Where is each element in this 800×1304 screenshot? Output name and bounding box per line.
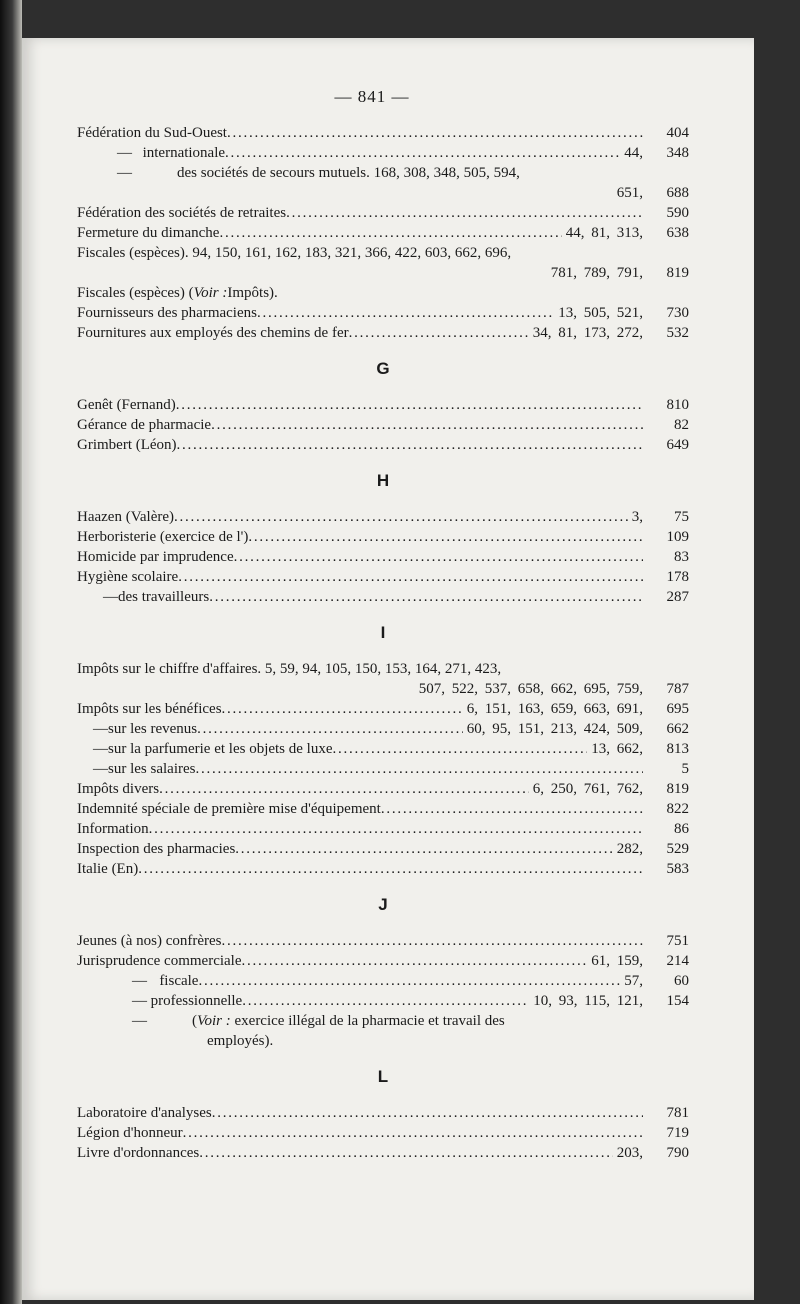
index-entry [77,395,689,415]
final-page-ref: 730 [666,305,689,321]
entry-term: Fermeture du dimanche [77,225,220,241]
dot-leader [195,759,643,779]
page-refs: 44, 81, 313, [565,225,643,241]
final-page-ref: 790 [666,1145,689,1161]
index-entry [77,223,689,243]
page-refs: 781, 789, 791, [550,265,643,281]
entry-term: Herboristerie (exercice de l') [77,529,249,545]
page-refs: 44, [624,145,643,161]
final-page-ref: 60 [674,973,689,989]
index-entry [77,507,689,527]
index-entry [77,567,689,587]
final-page-ref: 695 [666,701,689,717]
dot-leader [159,779,529,799]
entry-term: Gérance de pharmacie [77,417,212,433]
entry-term: Inspection des pharmacies [77,841,236,857]
index-entry [77,303,689,323]
index-entry [77,263,689,283]
ditto-dash: — [93,741,108,757]
entry-term: sur les salaires [108,761,196,777]
dot-leader [198,971,620,991]
final-page-ref: 583 [666,861,689,877]
section-letter: L [377,1067,389,1086]
page-refs: 57, [624,973,643,989]
index-entry [77,679,689,699]
index-entry [77,435,689,455]
entry-term: Fournisseurs des pharmaciens [77,305,257,321]
entry-term: Genêt (Fernand) [77,397,176,413]
final-page-ref: 649 [666,437,689,453]
dot-leader [197,719,463,739]
index-entry [77,859,689,879]
entry-term: professionnelle [150,993,243,1009]
note-line: exercice illégal de la pharmacie et travail des [230,1013,505,1029]
entry-term: fiscale [159,973,199,989]
final-page-ref: 404 [666,125,689,141]
dot-leader [176,395,643,415]
dot-leader [183,1123,643,1143]
final-page-ref: 348 [666,145,689,161]
page-refs: 61, 159, [591,953,643,969]
section-letter: I [380,623,386,642]
index-entry [77,243,689,263]
dot-leader [349,323,529,343]
scan-binding-edge [0,0,22,1304]
entry-term: Information [77,821,149,837]
section-letter: J [378,895,388,914]
dot-leader [178,567,643,587]
section-letter: H [376,471,390,490]
dot-leader [225,143,620,163]
final-page-ref: 662 [666,721,689,737]
entry-term: sur la parfumerie et les objets de luxe [108,741,333,757]
entry-term: Impôts divers [77,781,160,797]
dot-leader [333,739,588,759]
ditto-dash: — [132,1013,147,1029]
dot-leader [381,799,643,819]
final-page-ref: 82 [674,417,689,433]
index-entry [77,163,689,183]
ditto-dash: — [117,165,132,181]
dot-leader [222,931,643,951]
dot-leader [242,951,588,971]
index-entry [77,183,689,203]
entry-term: des travailleurs [118,589,210,605]
page-refs: 6, 151, 163, 659, 663, 691, [466,701,643,717]
entry-term: Jeunes (à nos) confrères [77,933,222,949]
final-page-ref: 83 [674,549,689,565]
index-entry [77,415,689,435]
final-page-ref: 819 [666,781,689,797]
see-also-note: — (Voir : exercice illégal de la pharmacie et travail des employés). [77,1011,689,1051]
dot-leader [227,123,643,143]
dot-leader [219,223,561,243]
final-page-ref: 751 [666,933,689,949]
entry-term: internationale [142,145,226,161]
entry-term: Laboratoire d'analyses [77,1105,212,1121]
index-entry [77,839,689,859]
entry-term: Haazen (Valère) [77,509,175,525]
index-entry [77,931,689,951]
ditto-dash: — [103,589,118,605]
index-entry [77,283,689,303]
index-page [22,38,754,1300]
index-entry [77,799,689,819]
page-refs: 60, 95, 151, 213, 424, 509, [466,721,643,737]
page-refs: 13, 505, 521, [558,305,643,321]
index-entry [77,951,689,971]
final-page-ref: 787 [666,681,689,697]
final-page-ref: 109 [666,529,689,545]
note-line: employés). [207,1033,274,1049]
index-entry [77,971,689,991]
index-entry [77,203,689,223]
entry-term: Fédération du Sud-Ouest [77,125,227,141]
index-entry [77,779,689,799]
final-page-ref: 75 [674,509,689,525]
ditto-dash: — [93,721,108,737]
dot-leader [174,507,628,527]
index-entry [77,759,689,779]
final-page-ref: 781 [666,1105,689,1121]
entry-term: Impôts sur les bénéfices [77,701,222,717]
final-page-ref: 813 [666,741,689,757]
page-refs: 507, 522, 537, 658, 662, 695, 759, [418,681,643,697]
ditto-dash: — [117,145,132,161]
index-entry [77,143,689,163]
dot-leader [211,415,643,435]
entry-term: Fiscales (espèces). 94, 150, 161, 162, 183, 321, 366, 422, 603, 662, 696, [77,245,512,261]
final-page-ref: 719 [666,1125,689,1141]
final-page-ref: 810 [666,397,689,413]
index-entry [77,819,689,839]
final-page-ref: 532 [666,325,689,341]
page-refs: 651, [616,185,643,201]
dot-leader [177,435,643,455]
page-refs: 13, 662, [591,741,643,757]
index-entry [77,1123,689,1143]
page-refs: 10, 93, 115, 121, [533,993,643,1009]
dot-leader [242,991,529,1011]
entry-term: Hygiène scolaire [77,569,179,585]
entry-term: Indemnité spéciale de première mise d'équipement [77,801,381,817]
dot-leader [209,587,643,607]
ditto-dash: — [93,761,108,777]
final-page-ref: 822 [666,801,689,817]
final-page-ref: 590 [666,205,689,221]
index-entry [77,1143,689,1163]
index-entry [77,527,689,547]
entry-term: Légion d'honneur [77,1125,183,1141]
entry-term: Grimbert (Léon) [77,437,177,453]
index-entry [77,323,689,343]
index-entry [77,991,689,1011]
final-page-ref: 214 [666,953,689,969]
dot-leader [222,699,463,719]
entry-term: Fournitures aux employés des chemins de fer [77,325,349,341]
entry-term: Impôts sur le chiffre d'affaires. 5, 59, 94, 105, 150, 153, 164, 271, 423, [77,661,502,677]
page-refs: 282, [616,841,643,857]
index-entry [77,719,689,739]
section-letter: G [376,359,390,378]
page-refs: 3, [631,509,643,525]
dot-leader [286,203,643,223]
final-page-ref: 5 [681,761,689,777]
entry-term: Livre d'ordonnances [77,1145,200,1161]
entry-term: des sociétés de secours mutuels. 168, 308, 348, 505, 594, [177,165,520,181]
entry-term: Italie (En) [77,861,139,877]
final-page-ref: 529 [666,841,689,857]
page-refs: 6, 250, 761, 762, [532,781,643,797]
dot-leader [235,839,612,859]
dot-leader [212,1103,643,1123]
dot-leader [138,859,643,879]
dot-leader [248,527,643,547]
ditto-dash: — [132,973,147,989]
final-page-ref: 287 [666,589,689,605]
ditto-dash: — [132,993,147,1009]
voir-label: Voir : [197,1013,231,1029]
entry-term: Fiscales (espèces) ( [77,285,194,301]
page-refs: 203, [616,1145,643,1161]
dot-leader [199,1143,613,1163]
index-entry [77,1103,689,1123]
voir-target: Impôts). [227,285,278,301]
entry-term: Jurisprudence commerciale [77,953,242,969]
index-entry [77,699,689,719]
index-entry [77,123,689,143]
final-page-ref: 638 [666,225,689,241]
index-entry [77,547,689,567]
index-entry [77,587,689,607]
page-refs: 34, 81, 173, 272, [532,325,643,341]
index-entry [77,659,689,679]
dot-leader [234,547,643,567]
final-page-ref: 154 [666,993,689,1009]
final-page-ref: 178 [666,569,689,585]
index-content [77,123,689,1163]
entry-term: Homicide par imprudence [77,549,234,565]
dot-leader [257,303,554,323]
entry-term: sur les revenus [108,721,198,737]
index-entry [77,739,689,759]
final-page-ref: 819 [666,265,689,281]
page-number: — 841 — [334,87,410,106]
final-page-ref: 688 [666,185,689,201]
final-page-ref: 86 [674,821,689,837]
entry-term: Fédération des sociétés de retraites [77,205,287,221]
dot-leader [149,819,643,839]
voir-label: Voir : [193,285,228,301]
